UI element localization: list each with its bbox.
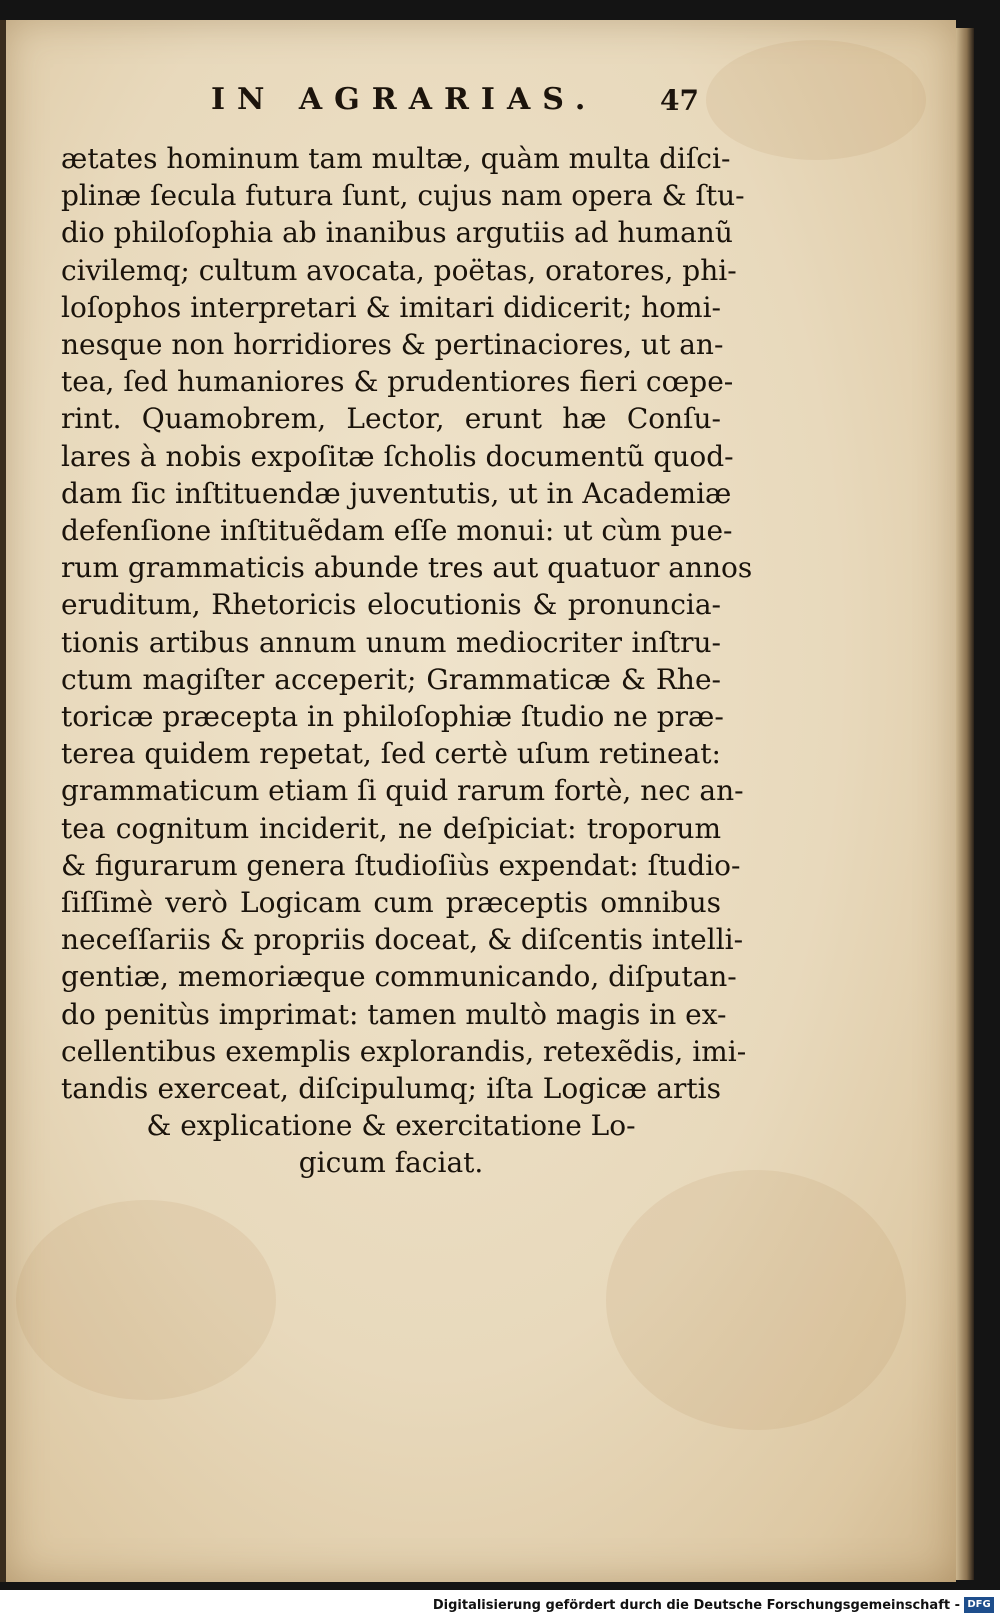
text-line: gentiæ, memoriæque communicando, diſputan- [61, 960, 737, 994]
text-line: lares à nobis expoſitæ ſcholis documentũ quod- [61, 439, 734, 473]
text-line: rum grammaticis abunde tres aut quatuor annos [61, 551, 753, 585]
text-line: dam ſic inſtituendæ juventutis, ut in Academiæ [61, 476, 732, 510]
page-number: 47 [660, 84, 699, 117]
page-header [6, 82, 956, 132]
text-line: tea, ſed humaniores & prudentiores fieri cœpe- [61, 365, 734, 399]
text-line: ætates hominum tam multæ, quàm multa diſci- [61, 142, 731, 175]
text-line: defenſione inſtituẽdam eſſe monui: ut cùm pue- [61, 514, 733, 548]
page-fore-edge [956, 28, 974, 1580]
text-line: civilemq; cultum avocata, poëtas, oratores, phi- [61, 253, 737, 287]
text-line: do penitùs imprimat: tamen multò magis in ex- [61, 997, 727, 1031]
text-line: tea cognitum inciderit, ne deſpiciat: troporum [61, 811, 721, 845]
text-line: eruditum, Rhetoricis elocutionis & pronuncia- [61, 588, 721, 622]
digitization-footer [0, 1590, 1000, 1623]
paper-stain [606, 1170, 906, 1430]
text-line: tandis exerceat, diſcipulumq; iſta Logicæ artis [61, 1072, 721, 1106]
text-line: ctum magiſter acceperit; Grammaticæ & Rhe- [61, 662, 721, 696]
text-line: cellentibus exemplis explorandis, retexẽdis, imi- [61, 1034, 747, 1068]
text-line: loſophos interpretari & imitari didicerit; homi- [61, 290, 721, 324]
text-line: grammaticum etiam ſi quid rarum fortè, nec an- [61, 774, 744, 808]
text-line: dio philoſophia ab inanibus argutiis ad humanũ [61, 216, 733, 250]
dfg-logo-icon: DFG [964, 1597, 994, 1613]
running-title: IN AGRARIAS. [211, 82, 598, 117]
text-line: tionis artibus annum unum mediocriter inſtru- [61, 625, 721, 659]
text-line-final: gicum faciat. [298, 1146, 484, 1180]
book-page [6, 20, 956, 1582]
body-text [61, 140, 753, 1182]
text-line: rint. Quamobrem, Lector, erunt hæ Conſu- [61, 402, 721, 436]
text-line: plinæ ſecula futura ſunt, cujus nam opera & ſtu- [61, 179, 745, 213]
text-line: neceſſariis & propriis doceat, & diſcentis intelli- [61, 923, 744, 957]
text-line: terea quidem repetat, ſed certè uſum retineat: [61, 737, 721, 771]
text-line: & explicatione & exercitatione Lo- [146, 1109, 636, 1143]
text-line: ſiſſimè verò Logicam cum præceptis omnibus [61, 886, 721, 920]
paper-stain [16, 1200, 276, 1400]
text-line: & figurarum genera ſtudioſiùs expendat: ſtudio- [61, 848, 741, 882]
text-line: nesque non horridiores & pertinaciores, ut an- [61, 328, 724, 362]
funding-credit: Digitalisierung gefördert durch die Deutsche Forschungsgemeinschaft - [432, 1598, 960, 1613]
text-line: toricæ præcepta in philoſophiæ ſtudio ne præ- [61, 700, 724, 734]
